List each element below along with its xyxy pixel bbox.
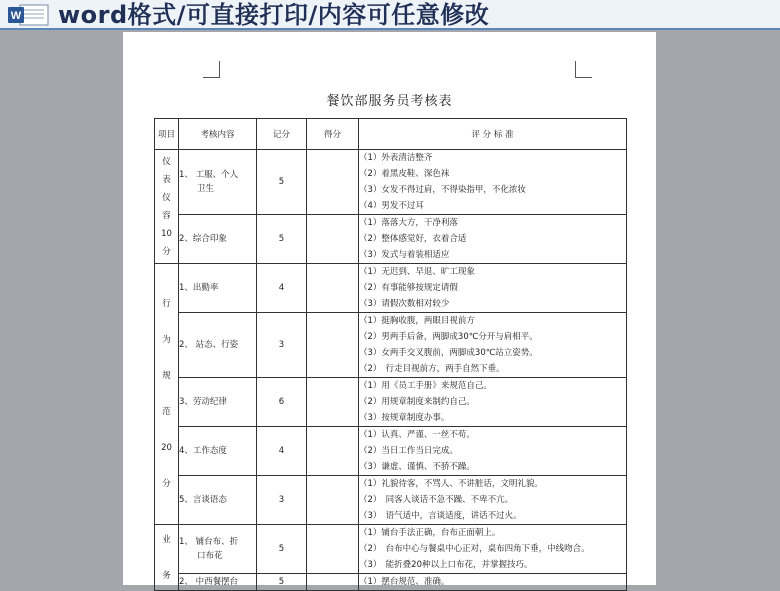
criteria-line: （1）礼貌待客，不骂人、不讲脏话，文明礼貌。 (359, 479, 543, 489)
criteria-cell (359, 378, 627, 427)
points-cell: 4 (257, 427, 307, 476)
points-cell: 5 (257, 215, 307, 264)
content-cell: 2、 站态、行姿 (179, 313, 257, 378)
criteria-line: （3）谦虚、谨慎、不骄不躁。 (359, 462, 475, 472)
table-row (155, 313, 627, 378)
points-cell: 6 (257, 378, 307, 427)
criteria-line: （2）当日工作当日完成。 (359, 446, 458, 456)
score-cell (307, 215, 359, 264)
score-cell (307, 264, 359, 313)
criteria-line: （3）请假次数相对较少 (359, 299, 450, 309)
criteria-line: （1）无迟到、早退、旷工现象 (359, 267, 475, 277)
criteria-cell (359, 150, 627, 215)
table-row (155, 427, 627, 476)
criteria-line: （2） 同客人谈话不急不躁、不卑不亢。 (359, 495, 514, 505)
content-cell: 1、 工服、个人 卫生 (179, 150, 257, 215)
points-cell: 5 (257, 525, 307, 574)
document-page (123, 32, 656, 585)
criteria-cell (359, 574, 627, 591)
content-cell: 5、言谈语态 (179, 476, 257, 525)
criteria-cell (359, 215, 627, 264)
criteria-line: （1）铺台手法正确，台布正面朝上。 (359, 528, 501, 538)
header-score: 得分 (307, 119, 359, 150)
score-cell (307, 525, 359, 574)
criteria-cell (359, 476, 627, 525)
criteria-line: （2）男两手后备，两脚成30℃分开与肩相平。 (359, 332, 538, 342)
table-row (155, 150, 627, 215)
content-cell: 1、出勤率 (179, 264, 257, 313)
table-row (155, 215, 627, 264)
criteria-line: （1）外表清洁整齐 (359, 153, 433, 163)
content-cell: 2、综合印象 (179, 215, 257, 264)
table-row (155, 525, 627, 574)
criteria-line: （2）有事能够按规定请假 (359, 283, 458, 293)
table-row (155, 378, 627, 427)
criteria-line: （2）整体感觉好，衣着合适 (359, 234, 467, 244)
score-cell (307, 427, 359, 476)
document-title: 餐饮部服务员考核表 (326, 94, 453, 109)
points-cell: 5 (257, 574, 307, 591)
score-cell (307, 378, 359, 427)
criteria-line: （1）摆台规范、准确。 (359, 577, 450, 587)
table-row (155, 476, 627, 525)
score-cell (307, 313, 359, 378)
category-cell: 行 为 规 范 20 分 (155, 264, 179, 525)
points-cell: 4 (257, 264, 307, 313)
criteria-line: （3） 能折叠20种以上口布花，并掌握技巧。 (359, 560, 533, 570)
points-cell: 3 (257, 313, 307, 378)
criteria-line: （1）认真、严谨、一丝不苟。 (359, 430, 475, 440)
criteria-line: （3）按规章制度办事。 (359, 413, 450, 423)
criteria-cell (359, 264, 627, 313)
header-criteria: 评 分 标 准 (359, 119, 627, 150)
banner (0, 0, 780, 30)
svg-text:W: W (10, 10, 22, 22)
header-content: 考核内容 (179, 119, 257, 150)
points-cell: 3 (257, 476, 307, 525)
table-row (155, 264, 627, 313)
score-cell (307, 476, 359, 525)
content-cell: 1、 铺台布、折 口布花 (179, 525, 257, 574)
score-cell (307, 150, 359, 215)
criteria-cell (359, 427, 627, 476)
criteria-line: （1）用《员工手册》来规范自己。 (359, 381, 492, 391)
criteria-line: （2）用规章制度来制约自己。 (359, 397, 475, 407)
score-cell (307, 574, 359, 591)
criteria-line: （3）女发不得过肩，不得染指甲，不化浓妆 (359, 185, 526, 195)
criteria-line: （2）着黑皮鞋、深色袜 (359, 169, 450, 179)
banner-text: word格式/可直接打印/内容可任意修改 (58, 1, 490, 29)
table-header-row (155, 119, 627, 150)
criteria-line: （1）落落大方，干净利落 (359, 218, 458, 228)
table-row (155, 574, 627, 591)
category-cell: 仪 表 仪 容 10 分 (155, 150, 179, 264)
criteria-line: （2） 台布中心与餐桌中心正对，桌布四角下垂，中线吻合。 (359, 544, 590, 554)
assessment-table (154, 118, 627, 591)
content-cell: 2、 中西餐摆台 (179, 574, 257, 591)
criteria-line: （4）男发不过耳 (359, 201, 424, 211)
content-cell: 4、工作态度 (179, 427, 257, 476)
criteria-cell (359, 313, 627, 378)
margin-corner-left (203, 61, 220, 78)
category-cell: 业 务 (155, 525, 179, 591)
margin-corner-right (575, 61, 592, 78)
criteria-cell (359, 525, 627, 574)
criteria-line: （3）发式与着装相适应 (359, 250, 450, 260)
criteria-line: （3）女两手交叉腹前，两脚成30℃站立姿势。 (359, 348, 538, 358)
criteria-line: （1）挺胸收腹，两眼目视前方 (359, 316, 475, 326)
criteria-line: （2） 行走目视前方，两手自然下垂。 (359, 364, 505, 374)
criteria-line: （3） 语气适中，言谈适度，讲话不过火。 (359, 511, 522, 521)
header-category: 项目 (155, 119, 179, 150)
points-cell: 5 (257, 150, 307, 215)
content-cell: 3、劳动纪律 (179, 378, 257, 427)
word-document-icon (6, 3, 52, 27)
header-points: 记分 (257, 119, 307, 150)
